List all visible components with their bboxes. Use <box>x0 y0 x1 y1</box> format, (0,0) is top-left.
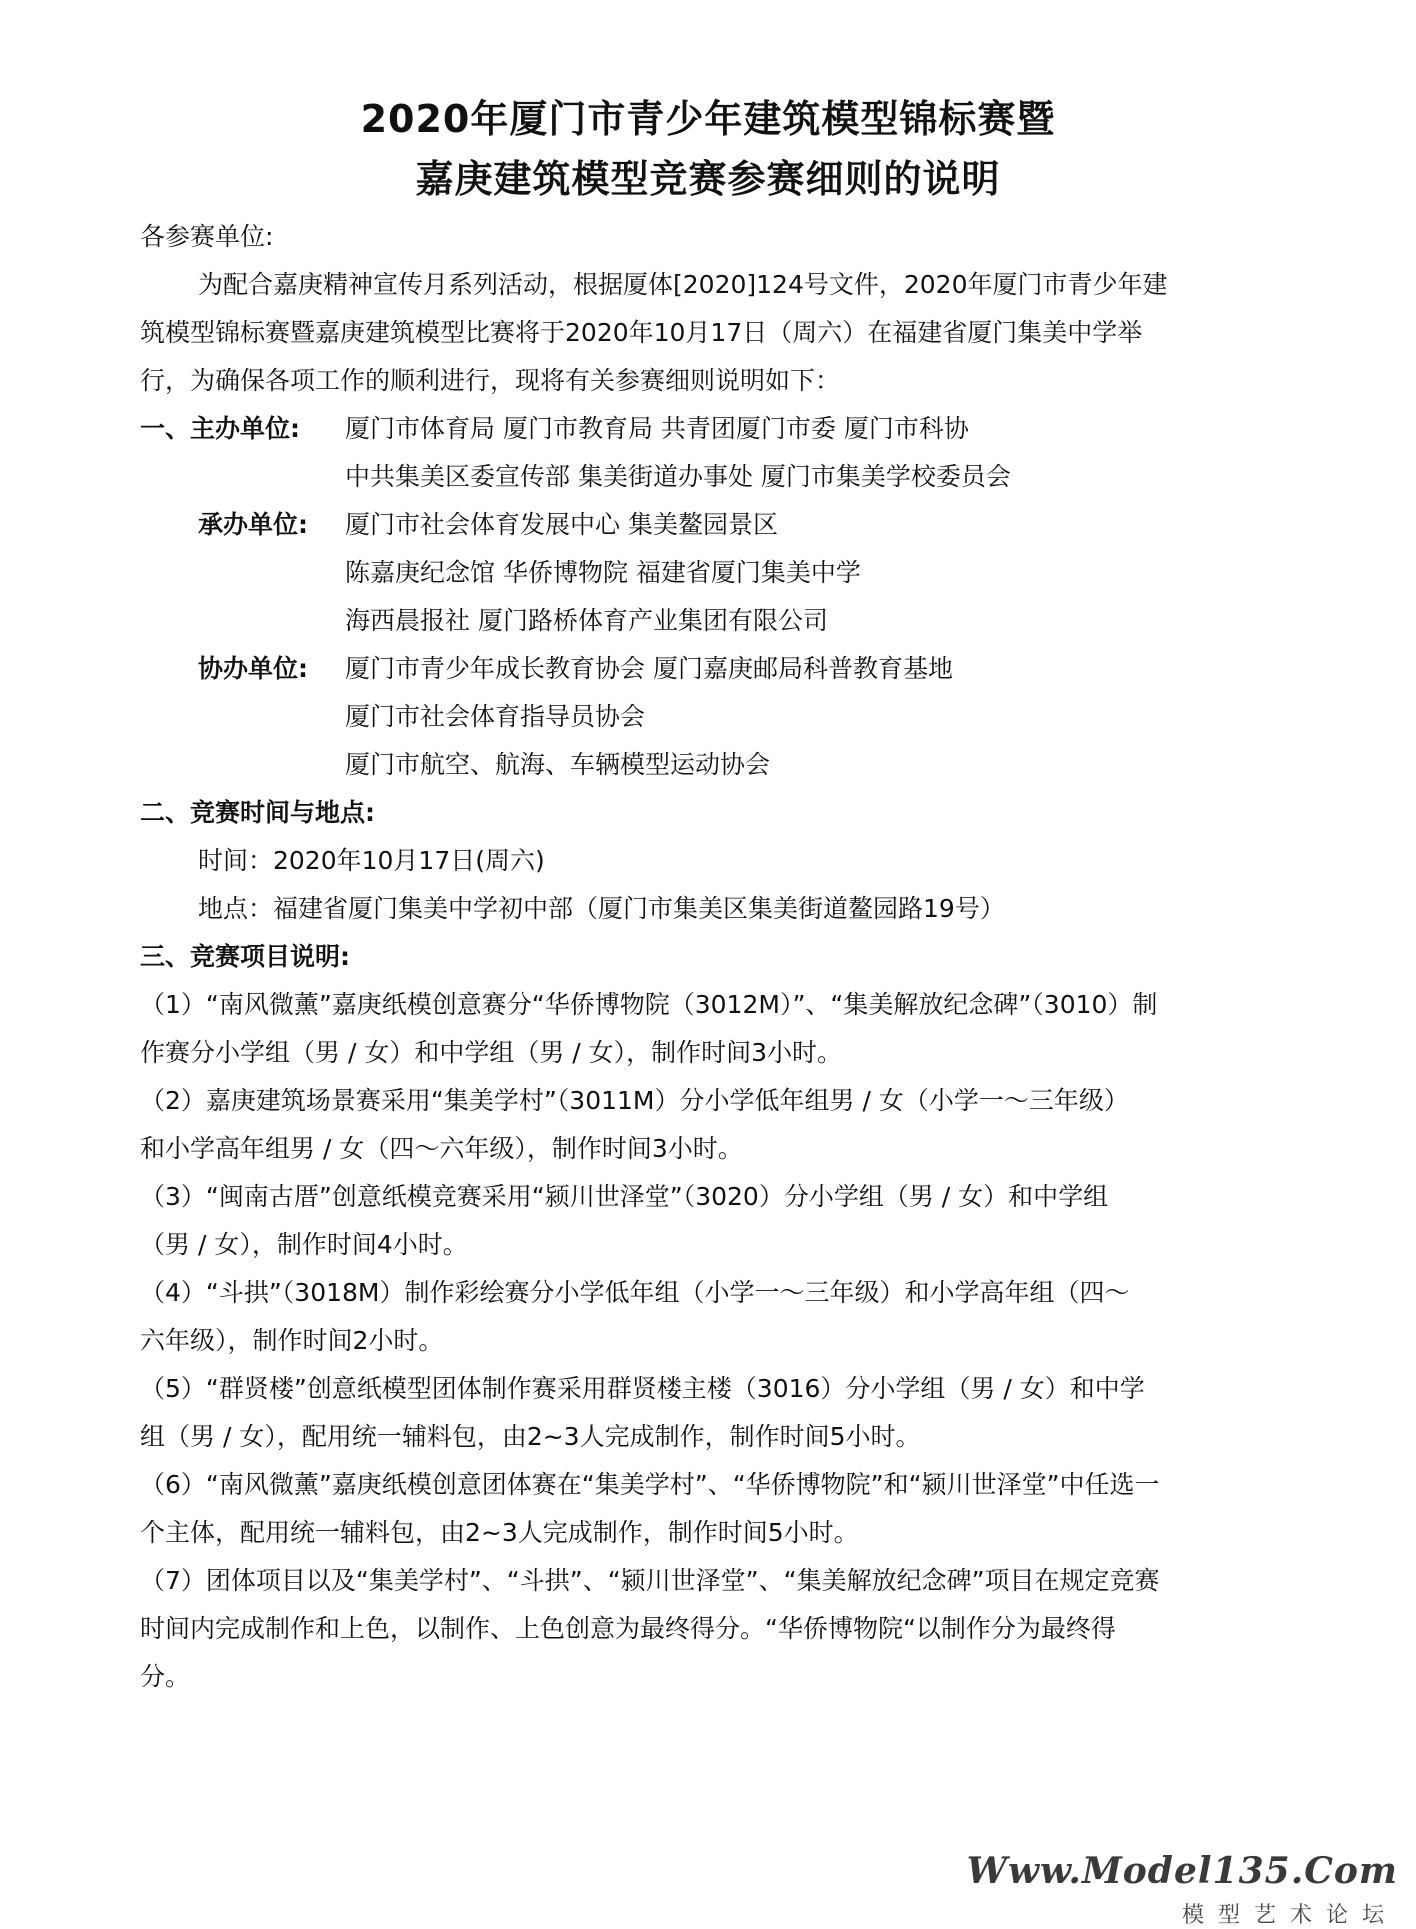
event-item-line: 时间内完成制作和上色，以制作、上色创意为最终得分。“华侨博物院“以制作分为最终得 <box>140 1614 1116 1643</box>
organizer-units-text: 厦门市社会体育发展中心 集美鳌园景区 <box>345 510 778 539</box>
co-organizer-units-text: 厦门市青少年成长教育协会 厦门嘉庚邮局科普教育基地 <box>345 654 953 683</box>
event-item <box>140 1461 1310 1557</box>
organizer-units-label: 承办单位: <box>198 510 308 539</box>
organizer-units-text: 陈嘉庚纪念馆 华侨博物院 福建省厦门集美中学 <box>345 558 861 587</box>
organizer-units-text: 海西晨报社 厦门路桥体育产业集团有限公司 <box>345 606 828 635</box>
host-units-label: 一、主办单位: <box>140 414 300 443</box>
event-item-line: 分。 <box>140 1662 191 1691</box>
event-item <box>140 1269 1310 1365</box>
event-item-line: （3）“闽南古厝”创意纸模竞赛采用“颍川世泽堂”（3020）分小学组（男 / 女）和中学组 <box>140 1182 1109 1211</box>
organizer-units-row <box>140 501 1310 549</box>
event-item <box>140 1173 1310 1269</box>
co-organizer-units-row <box>140 645 1310 693</box>
intro-line: 为配合嘉庚精神宣传月系列活动，根据厦体[2020]124号文件，2020年厦门市青少年建 <box>198 270 1168 299</box>
document-title-line-1: 2020年厦门市青少年建筑模型锦标赛暨 <box>360 97 1056 141</box>
event-item-line: 组（男 / 女），配用统一辅料包，由2~3人完成制作，制作时间5小时。 <box>140 1422 921 1451</box>
event-item-line: 六年级），制作时间2小时。 <box>140 1326 444 1355</box>
event-item <box>140 1557 1310 1701</box>
host-units-row <box>140 405 1310 453</box>
intro-line: 行，为确保各项工作的顺利进行，现将有关参赛细则说明如下： <box>140 366 841 395</box>
co-organizer-units-text: 厦门市社会体育指导员协会 <box>345 702 646 731</box>
watermark-url: Www.Model135.Com <box>966 1850 1398 1892</box>
section-3-heading: 三、竞赛项目说明: <box>140 942 350 971</box>
competition-place: 地点：福建省厦门集美中学初中部（厦门市集美区集美街道鳌园路19号） <box>198 894 1005 923</box>
host-units-text: 中共集美区委宣传部 集美街道办事处 厦门市集美学校委员会 <box>345 462 1011 491</box>
event-item <box>140 1365 1310 1461</box>
event-item-line: （7）团体项目以及“集美学村”、“斗拱”、“颍川世泽堂”、“集美解放纪念碑”项目在规定竞赛 <box>140 1566 1160 1595</box>
event-item-line: 作赛分小学组（男 / 女）和中学组（男 / 女），制作时间3小时。 <box>140 1038 843 1067</box>
event-item-line: （5）“群贤楼”创意纸模型团体制作赛采用群贤楼主楼（3016）分小学组（男 / 女）和中学 <box>140 1374 1145 1403</box>
event-item-line: 和小学高年组男 / 女（四～六年级），制作时间3小时。 <box>140 1134 743 1163</box>
document-body <box>140 213 1310 1701</box>
host-units-text: 厦门市体育局 厦门市教育局 共青团厦门市委 厦门市科协 <box>345 414 969 443</box>
event-item-line: （2）嘉庚建筑场景赛采用“集美学村”（3011M）分小学低年组男 / 女（小学一～三年级） <box>140 1086 1129 1115</box>
event-item <box>140 1077 1310 1173</box>
event-item-line: （4）“斗拱”（3018M）制作彩绘赛分小学低年组（小学一～三年级）和小学高年组（四～ <box>140 1278 1130 1307</box>
watermark-forum-name: 模型艺术论坛 <box>1181 1903 1398 1928</box>
forum-watermark <box>966 1850 1398 1928</box>
event-item-line: （6）“南风微薰”嘉庚纸模创意团体赛在“集美学村”、“华侨博物院”和“颍川世泽堂”中任选一 <box>140 1470 1160 1499</box>
co-organizer-units-label: 协办单位: <box>198 654 308 683</box>
intro-line: 筑模型锦标赛暨嘉庚建筑模型比赛将于2020年10月17日（周六）在福建省厦门集美中学举 <box>140 318 1143 347</box>
section-2-heading: 二、竞赛时间与地点: <box>140 798 375 827</box>
event-item-line: （1）“南风微薰”嘉庚纸模创意赛分“华侨博物院（3012M）”、“集美解放纪念碑”（3010）制 <box>140 990 1158 1019</box>
event-item-line: （男 / 女），制作时间4小时。 <box>140 1230 468 1259</box>
co-organizer-units-text: 厦门市航空、航海、车辆模型运动协会 <box>345 750 771 779</box>
competition-time: 时间：2020年10月17日(周六) <box>198 846 545 875</box>
event-item-line: 个主体，配用统一辅料包，由2~3人完成制作，制作时间5小时。 <box>140 1518 859 1547</box>
salutation: 各参赛单位: <box>140 222 274 251</box>
event-item <box>140 981 1310 1077</box>
document-title-line-2: 嘉庚建筑模型竞赛参赛细则的说明 <box>415 157 1001 201</box>
